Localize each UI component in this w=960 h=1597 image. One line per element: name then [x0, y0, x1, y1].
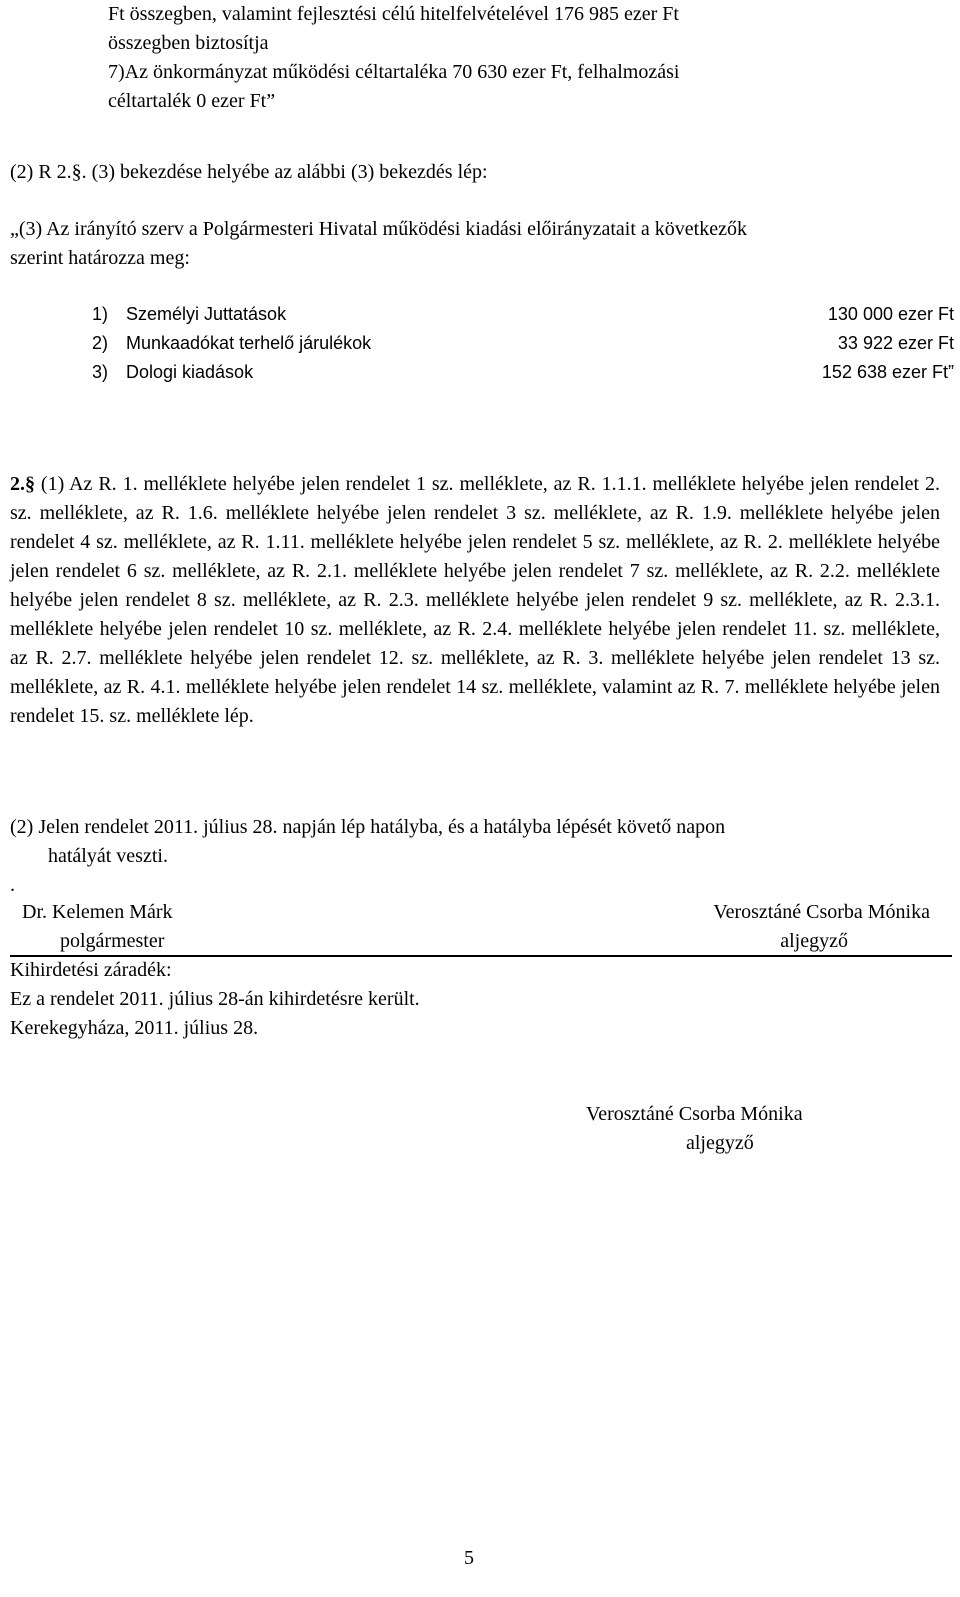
page-number: 5	[464, 1547, 474, 1569]
right-signature-name: Verosztáné Csorba Mónika	[713, 901, 930, 923]
left-signature-title: polgármester	[60, 930, 165, 952]
budget-item-number: 1)	[92, 304, 109, 324]
section-2-text: (1) Az R. 1. melléklete helyébe jelen rendelet 1 sz. melléklete, az R. 1.1.1. melléklete helyébe jelen rendelet 2. sz. melléklete, az R. 1.6. melléklete helyébe jelen rendelet 3 sz. melléklete, az R. 1.9. melléklete helyébe jelen rendelet 4 sz. melléklete, az R. 1.11. melléklete helyébe jelen rendelet 5 sz. melléklete, az R. 2. melléklete helyébe jelen rendelet 6 sz. melléklete, az R. 2.1. melléklete helyébe jelen rendelet 7 sz. melléklete, az R. 2.2. melléklete helyébe jelen rendelet 8 sz. melléklete, az R. 2.3. melléklete helyébe jelen rendelet 9 sz. melléklete, az R. 2.3.1. melléklete helyébe jelen rendelet 10 sz. melléklete, az R. 2.4. melléklete helyébe jelen rendelet 11. sz. melléklete, az R. 2.7. melléklete helyébe jelen rendelet 12. sz. melléklete, az R. 3. melléklete helyébe jelen rendelet 13 sz. melléklete, az R. 4.1. melléklete helyébe jelen rendelet 14 sz. melléklete, valamint az R. 7. melléklete helyébe jelen rendelet 15. sz. melléklete lép.	[10, 473, 940, 727]
left-signature-name: Dr. Kelemen Márk	[22, 901, 173, 923]
final-signature-name: Verosztáné Csorba Mónika	[586, 1103, 803, 1125]
section-2-paragraph	[10, 470, 940, 731]
intro-line-2: összegben biztosítja	[108, 32, 269, 54]
budget-item-amount: 33 922 ezer Ft	[837, 333, 954, 353]
budget-item-label: Személyi Juttatások	[126, 304, 287, 324]
budget-item	[92, 329, 954, 358]
effective-line-2: hatályát veszti.	[48, 845, 168, 867]
amendment-intro: (2) R 2.§. (3) bekezdése helyébe az alábbi (3) bekezdés lép:	[10, 161, 488, 183]
quote-line-2: szerint határozza meg:	[10, 247, 190, 269]
budget-item-amount: 152 638 ezer Ft”	[821, 362, 954, 382]
intro-line-4: céltartalék 0 ezer Ft”	[108, 90, 276, 112]
quote-line-1: „(3) Az irányító szerv a Polgármesteri Hivatal működési kiadási előirányzatait a következők	[10, 218, 747, 240]
promulgation-label: Kihirdetési záradék:	[10, 959, 172, 981]
stray-dot: .	[10, 874, 15, 896]
budget-item	[92, 358, 954, 387]
intro-line-3: 7)Az önkormányzat működési céltartaléka 70 630 ezer Ft, felhalmozási	[108, 61, 680, 83]
budget-item	[92, 300, 954, 329]
right-signature-title: aljegyző	[780, 930, 848, 952]
budget-item-label: Dologi kiadások	[126, 362, 254, 382]
final-signature-title: aljegyző	[686, 1132, 754, 1154]
intro-line-1: Ft összegben, valamint fejlesztési célú hitelfelvételével 176 985 ezer Ft	[108, 3, 679, 25]
budget-item-amount: 130 000 ezer Ft	[827, 304, 954, 324]
effective-line-1: (2) Jelen rendelet 2011. július 28. napján lép hatályba, és a hatályba lépését követő napon	[10, 816, 726, 838]
budget-item-number: 3)	[92, 362, 109, 382]
promulgation-line-1: Ez a rendelet 2011. július 28-án kihirdetésre került.	[10, 988, 420, 1010]
budget-item-label: Munkaadókat terhelő járulékok	[126, 333, 372, 353]
budget-item-number: 2)	[92, 333, 109, 353]
promulgation-line-2: Kerekegyháza, 2011. július 28.	[10, 1017, 259, 1039]
section-2-heading: 2.§	[10, 473, 35, 495]
